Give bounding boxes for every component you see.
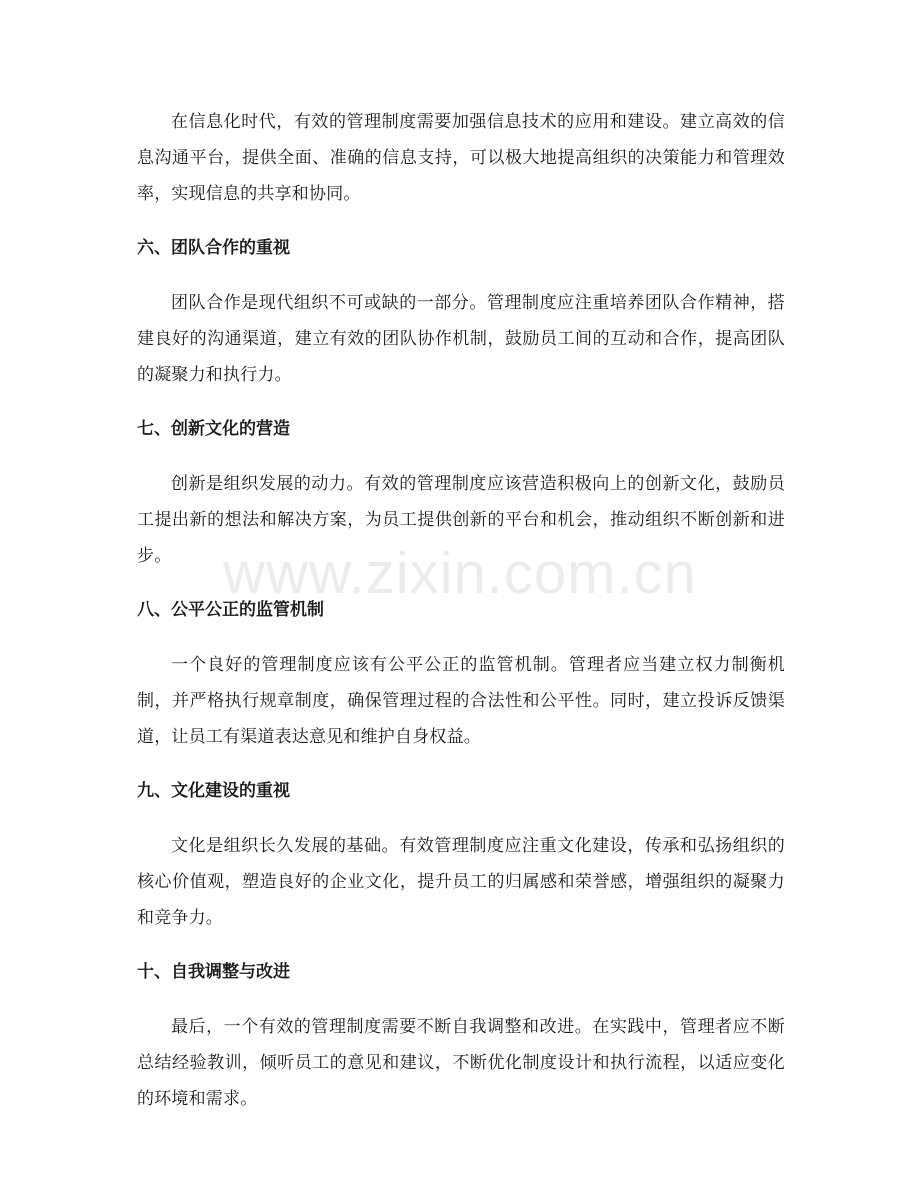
section-paragraph: 文化是组织长久发展的基础。有效管理制度应注重文化建设，传承和弘扬组织的核心价值观，塑造良好的企业文化，提升员工的归属感和荣誉感，增强组织的凝聚力和竞争力。 xyxy=(137,836,785,928)
section-heading: 六、团队合作的重视 xyxy=(137,238,290,258)
section-paragraph: 最后，一个有效的管理制度需要不断自我调整和改进。在实践中，管理者应不断总结经验教训，倾听员工的意见和建议，不断优化制度设计和执行流程，以适应变化的环境和需求。 xyxy=(137,1017,785,1109)
section-9 xyxy=(137,773,785,936)
document-body xyxy=(137,104,785,1117)
section-7 xyxy=(137,411,785,574)
section-heading: 九、文化建设的重视 xyxy=(137,781,290,801)
section-6 xyxy=(137,230,785,393)
section-heading: 八、公平公正的监管机制 xyxy=(137,600,324,620)
section-paragraph: 团队合作是现代组织不可或缺的一部分。管理制度应注重培养团队合作精神，搭建良好的沟通渠道，建立有效的团队协作机制，鼓励员工间的互动和合作，提高团队的凝聚力和执行力。 xyxy=(137,293,785,385)
section-heading: 七、创新文化的营造 xyxy=(137,419,290,439)
section-heading: 十、自我调整与改进 xyxy=(137,962,290,982)
section-paragraph: 创新是组织发展的动力。有效的管理制度应该营造积极向上的创新文化，鼓励员工提出新的想法和解决方案，为员工提供创新的平台和机会，推动组织不断创新和进步。 xyxy=(137,474,785,566)
section-10 xyxy=(137,954,785,1117)
section-8 xyxy=(137,592,785,755)
intro-paragraph: 在信息化时代，有效的管理制度需要加强信息技术的应用和建设。建立高效的信息沟通平台，提供全面、准确的信息支持，可以极大地提高组织的决策能力和管理效率，实现信息的共享和协同。 xyxy=(137,112,785,204)
section-paragraph: 一个良好的管理制度应该有公平公正的监管机制。管理者应当建立权力制衡机制，并严格执行规章制度，确保管理过程的合法性和公平性。同时，建立投诉反馈渠道，让员工有渠道表达意见和维护自身权益。 xyxy=(137,655,785,747)
watermark: www.zixin.com.cn xyxy=(223,541,697,606)
